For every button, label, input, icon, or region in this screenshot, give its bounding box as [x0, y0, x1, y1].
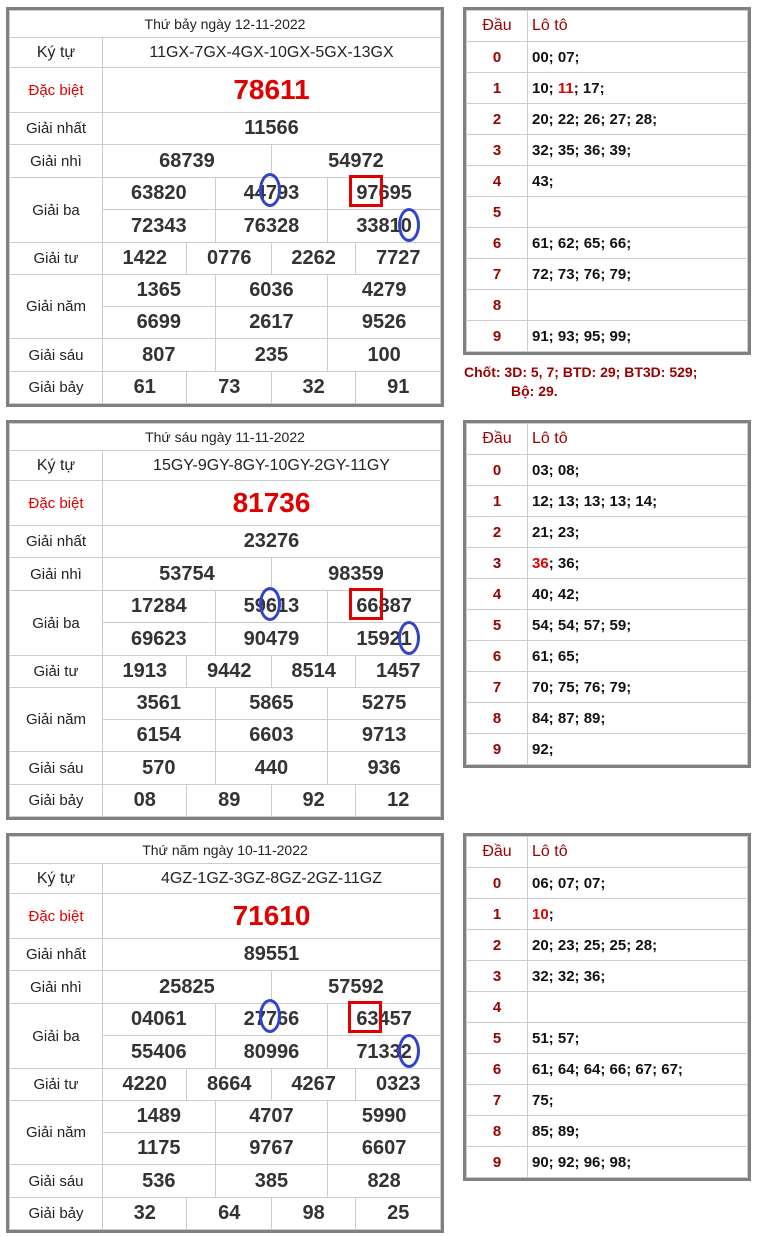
label-nhi: Giải nhì: [10, 145, 103, 178]
loto-values: 75;: [532, 1091, 554, 1109]
label-nhat: Giải nhất: [10, 113, 103, 145]
loto-dau: 9: [467, 321, 528, 352]
fourth-prize: 0776: [187, 243, 271, 275]
loto-row: [467, 135, 748, 166]
loto-cell: [528, 290, 748, 321]
seventh-prize: 61: [103, 372, 187, 404]
result-table: [6, 833, 444, 1233]
first-prize: 23276: [103, 526, 441, 558]
loto-special: 11: [557, 79, 574, 97]
loto-values: 43;: [532, 172, 554, 190]
loto-row: [467, 1116, 748, 1147]
loto-dau: 6: [467, 1054, 528, 1085]
special-prize: 81736: [103, 481, 441, 526]
loto-dau: 1: [467, 899, 528, 930]
loto-dau: 6: [467, 228, 528, 259]
loto-row: [467, 104, 748, 135]
loto-row: [467, 734, 748, 765]
second-prize: 54972: [271, 145, 440, 178]
fourth-prize: 4267: [271, 1069, 355, 1101]
loto-dau: 2: [467, 930, 528, 961]
loto-dau: 1: [467, 486, 528, 517]
loto-row: [467, 961, 748, 992]
loto-grid: [466, 423, 748, 765]
third-prize: 71332: [328, 1036, 441, 1069]
label-kytu: Ký tự: [10, 38, 103, 68]
loto-table: [463, 420, 751, 768]
loto-head-dau: Đầu: [467, 837, 528, 868]
loto-row: [467, 868, 748, 899]
loto-cell: [528, 1023, 748, 1054]
loto-row: [467, 992, 748, 1023]
label-sau: Giải sáu: [10, 339, 103, 372]
loto-dau: 8: [467, 290, 528, 321]
loto-values: 54; 54; 57; 59;: [532, 616, 632, 634]
loto-dau: 5: [467, 1023, 528, 1054]
loto-dau: 0: [467, 455, 528, 486]
loto-dau: 2: [467, 517, 528, 548]
third-prize: 33810: [328, 210, 441, 243]
loto-head-dau: Đầu: [467, 11, 528, 42]
loto-cell: [528, 548, 748, 579]
loto-cell: [528, 321, 748, 352]
loto-values: 20; 23; 25; 25; 28;: [532, 936, 658, 954]
fourth-prize: 1913: [103, 656, 187, 688]
seventh-prize: 89: [187, 785, 271, 817]
loto-dau: 6: [467, 641, 528, 672]
prediction-note: [464, 363, 754, 401]
sixth-prize: 100: [328, 339, 441, 372]
loto-head-loto: Lô tô: [528, 11, 748, 42]
loto-cell: [528, 610, 748, 641]
loto-dau: 3: [467, 548, 528, 579]
seventh-prize: 25: [356, 1198, 441, 1230]
loto-dau: 4: [467, 579, 528, 610]
fifth-prize: 4707: [215, 1101, 328, 1133]
label-bay: Giải bảy: [10, 1198, 103, 1230]
loto-row: [467, 548, 748, 579]
loto-cell: [528, 703, 748, 734]
loto-row: [467, 228, 748, 259]
fourth-prize: 0323: [356, 1069, 441, 1101]
loto-values: 70; 75; 76; 79;: [532, 678, 632, 696]
first-prize: 11566: [103, 113, 441, 145]
sixth-prize: 828: [328, 1165, 441, 1198]
kytu-value: 15GY-9GY-8GY-10GY-2GY-11GY: [103, 451, 441, 481]
result-grid: [9, 423, 441, 817]
result-table: [6, 420, 444, 820]
loto-post: ;: [548, 905, 554, 923]
label-tu: Giải tư: [10, 243, 103, 275]
loto-cell: [528, 1054, 748, 1085]
fifth-prize: 6603: [215, 720, 328, 752]
third-prize: 90479: [215, 623, 328, 656]
fourth-prize: 8664: [187, 1069, 271, 1101]
seventh-prize: 91: [356, 372, 441, 404]
label-ba: Giải ba: [10, 178, 103, 243]
loto-values: 61; 64; 64; 66; 67; 67;: [532, 1060, 683, 1078]
label-bay: Giải bảy: [10, 372, 103, 404]
seventh-prize: 98: [271, 1198, 355, 1230]
loto-row: [467, 930, 748, 961]
result-table: [6, 7, 444, 407]
loto-cell: [528, 42, 748, 73]
fifth-prize: 5275: [328, 688, 441, 720]
loto-dau: 4: [467, 992, 528, 1023]
fourth-prize: 1457: [356, 656, 441, 688]
fifth-prize: 4279: [328, 275, 441, 307]
third-prize: 97695: [328, 178, 441, 210]
loto-row: [467, 73, 748, 104]
loto-cell: [528, 734, 748, 765]
loto-cell: [528, 104, 748, 135]
loto-row: [467, 703, 748, 734]
loto-cell: [528, 135, 748, 166]
third-prize: 72343: [103, 210, 216, 243]
square-mark: [349, 588, 383, 620]
fourth-prize: 2262: [271, 243, 355, 275]
loto-cell: [528, 166, 748, 197]
loto-dau: 1: [467, 73, 528, 104]
special-prize: 71610: [103, 894, 441, 939]
fourth-prize: 9442: [187, 656, 271, 688]
loto-dau: 4: [467, 166, 528, 197]
loto-row: [467, 672, 748, 703]
loto-row: [467, 321, 748, 352]
sixth-prize: 536: [103, 1165, 216, 1198]
third-prize: 15921: [328, 623, 441, 656]
loto-dau: 7: [467, 672, 528, 703]
third-prize: 63820: [103, 178, 216, 210]
third-prize: 44793: [215, 178, 328, 210]
circle-mark: [398, 621, 420, 655]
circle-mark: [259, 173, 281, 207]
loto-values: 85; 89;: [532, 1122, 580, 1140]
special-prize: 78611: [103, 68, 441, 113]
result-grid: [9, 10, 441, 404]
loto-cell: [528, 1085, 748, 1116]
loto-pre: 10;: [532, 79, 558, 97]
loto-cell: [528, 486, 748, 517]
fourth-prize: 8514: [271, 656, 355, 688]
loto-post: ; 17;: [573, 79, 605, 97]
draw-date: Thứ năm ngày 10-11-2022: [10, 837, 441, 864]
loto-cell: [528, 579, 748, 610]
loto-row: [467, 1147, 748, 1178]
seventh-prize: 32: [271, 372, 355, 404]
fifth-prize: 1489: [103, 1101, 216, 1133]
loto-row: [467, 1085, 748, 1116]
label-ba: Giải ba: [10, 1004, 103, 1069]
third-prize: 27766: [215, 1004, 328, 1036]
loto-dau: 7: [467, 1085, 528, 1116]
seventh-prize: 12: [356, 785, 441, 817]
loto-values: 61; 62; 65; 66;: [532, 234, 632, 252]
loto-values: 00; 07;: [532, 48, 580, 66]
loto-head-loto: Lô tô: [528, 424, 748, 455]
sixth-prize: 440: [215, 752, 328, 785]
loto-dau: 3: [467, 135, 528, 166]
label-tu: Giải tư: [10, 1069, 103, 1101]
third-prize: 69623: [103, 623, 216, 656]
loto-values: 61; 65;: [532, 647, 580, 665]
seventh-prize: 32: [103, 1198, 187, 1230]
loto-values: 92;: [532, 740, 554, 758]
loto-values: 32; 35; 36; 39;: [532, 141, 632, 159]
fourth-prize: 7727: [356, 243, 441, 275]
loto-grid: [466, 836, 748, 1178]
label-nhi: Giải nhì: [10, 971, 103, 1004]
label-dacbiet: Đặc biệt: [10, 68, 103, 113]
second-prize: 25825: [103, 971, 272, 1004]
seventh-prize: 73: [187, 372, 271, 404]
fifth-prize: 5865: [215, 688, 328, 720]
loto-dau: 7: [467, 259, 528, 290]
fourth-prize: 4220: [103, 1069, 187, 1101]
loto-cell: [528, 197, 748, 228]
loto-head-dau: Đầu: [467, 424, 528, 455]
label-nhi: Giải nhì: [10, 558, 103, 591]
loto-cell: [528, 1116, 748, 1147]
loto-cell: [528, 992, 748, 1023]
label-nam: Giải năm: [10, 688, 103, 752]
loto-cell: [528, 517, 748, 548]
loto-dau: 2: [467, 104, 528, 135]
sixth-prize: 807: [103, 339, 216, 372]
loto-row: [467, 486, 748, 517]
loto-post: ; 36;: [548, 554, 580, 572]
first-prize: 89551: [103, 939, 441, 971]
loto-cell: [528, 899, 748, 930]
fifth-prize: 3561: [103, 688, 216, 720]
third-prize: 04061: [103, 1004, 216, 1036]
sixth-prize: 936: [328, 752, 441, 785]
loto-dau: 0: [467, 42, 528, 73]
loto-values: 21; 23;: [532, 523, 580, 541]
loto-values: 03; 08;: [532, 461, 580, 479]
loto-row: [467, 166, 748, 197]
loto-values: 90; 92; 96; 98;: [532, 1153, 632, 1171]
loto-row: [467, 641, 748, 672]
loto-head-loto: Lô tô: [528, 837, 748, 868]
second-prize: 98359: [271, 558, 440, 591]
loto-cell: [528, 672, 748, 703]
loto-special: 10: [532, 905, 549, 923]
label-nam: Giải năm: [10, 275, 103, 339]
loto-special: 36: [532, 554, 549, 572]
loto-row: [467, 290, 748, 321]
loto-dau: 9: [467, 1147, 528, 1178]
third-prize: 66887: [328, 591, 441, 623]
label-kytu: Ký tự: [10, 864, 103, 894]
loto-row: [467, 259, 748, 290]
fifth-prize: 9526: [328, 307, 441, 339]
loto-values: 40; 42;: [532, 585, 580, 603]
loto-cell: [528, 455, 748, 486]
loto-values: 32; 32; 36;: [532, 967, 606, 985]
label-dacbiet: Đặc biệt: [10, 894, 103, 939]
kytu-value: 4GZ-1GZ-3GZ-8GZ-2GZ-11GZ: [103, 864, 441, 894]
kytu-value: 11GX-7GX-4GX-10GX-5GX-13GX: [103, 38, 441, 68]
loto-dau: 5: [467, 610, 528, 641]
sixth-prize: 385: [215, 1165, 328, 1198]
fifth-prize: 6607: [328, 1133, 441, 1165]
third-prize: 63457: [328, 1004, 441, 1036]
second-prize: 53754: [103, 558, 272, 591]
loto-row: [467, 42, 748, 73]
fourth-prize: 1422: [103, 243, 187, 275]
prediction-line-1: Chốt: 3D: 5, 7; BTD: 29; BT3D: 529;: [464, 364, 698, 380]
loto-cell: [528, 868, 748, 899]
loto-values: 12; 13; 13; 13; 14;: [532, 492, 658, 510]
loto-row: [467, 579, 748, 610]
loto-table: [463, 833, 751, 1181]
third-prize: 17284: [103, 591, 216, 623]
loto-dau: 8: [467, 703, 528, 734]
loto-row: [467, 899, 748, 930]
loto-values: 51; 57;: [532, 1029, 580, 1047]
seventh-prize: 92: [271, 785, 355, 817]
loto-cell: [528, 641, 748, 672]
label-kytu: Ký tự: [10, 451, 103, 481]
label-dacbiet: Đặc biệt: [10, 481, 103, 526]
label-sau: Giải sáu: [10, 752, 103, 785]
loto-dau: 3: [467, 961, 528, 992]
loto-cell: [528, 1147, 748, 1178]
fifth-prize: 5990: [328, 1101, 441, 1133]
circle-mark: [259, 999, 281, 1033]
loto-row: [467, 455, 748, 486]
loto-values: 91; 93; 95; 99;: [532, 327, 632, 345]
loto-cell: [528, 961, 748, 992]
fifth-prize: 9767: [215, 1133, 328, 1165]
loto-values: 72; 73; 76; 79;: [532, 265, 632, 283]
loto-values: 20; 22; 26; 27; 28;: [532, 110, 658, 128]
loto-row: [467, 197, 748, 228]
third-prize: 80996: [215, 1036, 328, 1069]
sixth-prize: 570: [103, 752, 216, 785]
fifth-prize: 9713: [328, 720, 441, 752]
fifth-prize: 1175: [103, 1133, 216, 1165]
loto-cell: [528, 259, 748, 290]
loto-row: [467, 1023, 748, 1054]
fifth-prize: 6154: [103, 720, 216, 752]
draw-date: Thứ sáu ngày 11-11-2022: [10, 424, 441, 451]
label-nhat: Giải nhất: [10, 526, 103, 558]
fifth-prize: 2617: [215, 307, 328, 339]
seventh-prize: 64: [187, 1198, 271, 1230]
loto-grid: [466, 10, 748, 352]
loto-table: [463, 7, 751, 355]
fifth-prize: 6699: [103, 307, 216, 339]
loto-dau: 0: [467, 868, 528, 899]
loto-cell: [528, 930, 748, 961]
loto-dau: 5: [467, 197, 528, 228]
third-prize: 59613: [215, 591, 328, 623]
label-nhat: Giải nhất: [10, 939, 103, 971]
prediction-line-2: Bộ: 29.: [511, 383, 558, 399]
second-prize: 57592: [271, 971, 440, 1004]
fifth-prize: 1365: [103, 275, 216, 307]
second-prize: 68739: [103, 145, 272, 178]
circle-mark: [398, 1034, 420, 1068]
result-grid: [9, 836, 441, 1230]
seventh-prize: 08: [103, 785, 187, 817]
square-mark: [349, 175, 383, 207]
label-bay: Giải bảy: [10, 785, 103, 817]
label-sau: Giải sáu: [10, 1165, 103, 1198]
loto-values: 06; 07; 07;: [532, 874, 606, 892]
loto-cell: [528, 73, 748, 104]
label-nam: Giải năm: [10, 1101, 103, 1165]
loto-row: [467, 1054, 748, 1085]
sixth-prize: 235: [215, 339, 328, 372]
loto-dau: 8: [467, 1116, 528, 1147]
third-prize: 55406: [103, 1036, 216, 1069]
fifth-prize: 6036: [215, 275, 328, 307]
loto-values: 84; 87; 89;: [532, 709, 606, 727]
square-mark: [348, 1001, 382, 1033]
loto-row: [467, 517, 748, 548]
circle-mark: [259, 587, 281, 621]
loto-row: [467, 610, 748, 641]
third-prize: 76328: [215, 210, 328, 243]
circle-mark: [398, 208, 420, 242]
loto-dau: 9: [467, 734, 528, 765]
label-ba: Giải ba: [10, 591, 103, 656]
loto-cell: [528, 228, 748, 259]
label-tu: Giải tư: [10, 656, 103, 688]
draw-date: Thứ bảy ngày 12-11-2022: [10, 11, 441, 38]
